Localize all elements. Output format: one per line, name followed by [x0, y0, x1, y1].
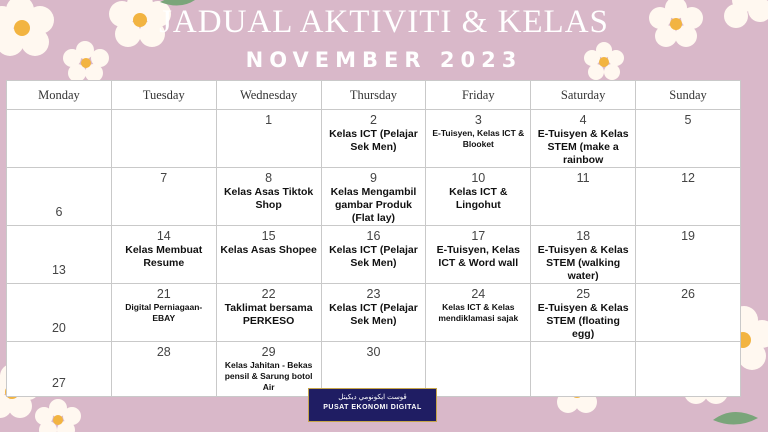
week-row: [7, 226, 741, 284]
day-cell: [426, 226, 531, 284]
day-cell: [7, 168, 112, 226]
day-cell: [531, 226, 636, 284]
week-row: [7, 110, 741, 168]
event-text: Kelas ICT (Pelajar Sek Men): [329, 128, 418, 153]
event-text: E-Tuisyen & Kelas STEM (make a rainbow: [537, 128, 629, 166]
day-cell: [111, 110, 216, 168]
day-number: 29: [261, 345, 276, 359]
day-number: 14: [156, 229, 171, 243]
event-text: Taklimat bersama PERKESO: [224, 302, 313, 327]
event-text: Kelas Asas Tiktok Shop: [223, 186, 314, 211]
day-number: 7: [160, 171, 168, 185]
event-text: Kelas ICT (Pelajar Sek Men): [329, 244, 418, 269]
day-number: 16: [366, 229, 381, 243]
month-subtitle: NOVEMBER 2023: [245, 48, 523, 72]
day-cell: [111, 342, 216, 397]
week-row: [7, 168, 741, 226]
day-cell: [531, 110, 636, 168]
day-cell: [216, 226, 321, 284]
day-number: 17: [471, 229, 486, 243]
day-cell: [531, 168, 636, 226]
day-number: 6: [55, 205, 63, 219]
day-number: 21: [156, 287, 171, 301]
day-number: 18: [576, 229, 591, 243]
day-number: 1: [265, 113, 273, 127]
day-cell: [531, 284, 636, 342]
day-number: 12: [681, 171, 695, 185]
day-cell: [7, 342, 112, 397]
event-text: E-Tuisyen & Kelas STEM (floating egg): [537, 302, 629, 340]
day-cell: [636, 284, 741, 342]
event-text: E-Tuisyen, Kelas ICT & Word wall: [436, 244, 520, 269]
day-number: 4: [579, 113, 587, 127]
day-cell: [216, 168, 321, 226]
day-cell: [636, 110, 741, 168]
day-number: 3: [474, 113, 482, 127]
event-text: E-Tuisyen & Kelas STEM (walking water): [537, 244, 629, 282]
day-cell: [321, 226, 426, 284]
day-number: 13: [51, 263, 66, 277]
weekday-header: Thursday: [321, 81, 426, 110]
day-number: 10: [471, 171, 486, 185]
day-cell: [426, 110, 531, 168]
event-text: Kelas ICT & Kelas mendiklamasi sajak: [438, 302, 519, 323]
pusat-ekonomi-digital-logo: [308, 388, 437, 422]
event-text: Digital Perniagaan- EBAY: [125, 302, 203, 323]
day-cell: [7, 284, 112, 342]
day-cell: [321, 284, 426, 342]
calendar-table: [6, 80, 741, 397]
day-cell: [636, 168, 741, 226]
day-number: 27: [51, 376, 66, 390]
day-cell: [111, 168, 216, 226]
day-cell: [216, 342, 321, 397]
day-number: 23: [366, 287, 381, 301]
event-text: Kelas ICT & Lingohut: [449, 186, 508, 211]
logo-arabic-text: ڤوست ايكونومي ديكيتل: [338, 394, 407, 401]
day-cell: [321, 110, 426, 168]
day-number: 26: [681, 287, 695, 301]
event-text: Kelas Mengambil gambar Produk (Flat lay): [330, 186, 417, 224]
day-cell: [426, 284, 531, 342]
day-cell: [216, 284, 321, 342]
weekday-header: Monday: [7, 81, 112, 110]
day-number: 25: [576, 287, 591, 301]
day-number: 20: [51, 321, 66, 335]
event-text: E-Tuisyen, Kelas ICT & Blooket: [432, 128, 525, 149]
page-title: JADUAL AKTIVITI & KELAS: [159, 4, 609, 40]
weekday-header: Tuesday: [111, 81, 216, 110]
day-cell: [321, 168, 426, 226]
weekday-header: Saturday: [531, 81, 636, 110]
day-number: 2: [369, 113, 377, 127]
logo-text: PUSAT EKONOMI DIGITAL: [323, 404, 422, 411]
day-number: 24: [471, 287, 486, 301]
event-text: Kelas Asas Shopee: [220, 244, 317, 256]
day-cell: [426, 168, 531, 226]
day-cell: [111, 226, 216, 284]
day-cell: [426, 342, 531, 397]
weekday-header: Sunday: [636, 81, 741, 110]
day-cell: [216, 110, 321, 168]
weekday-header: Friday: [426, 81, 531, 110]
day-number: 11: [576, 171, 590, 185]
day-number: 8: [265, 171, 273, 185]
day-cell: [7, 226, 112, 284]
day-cell: [636, 226, 741, 284]
day-number: 5: [684, 113, 692, 127]
day-number: 28: [156, 345, 171, 359]
event-text: Kelas Membuat Resume: [125, 244, 203, 269]
event-text: Kelas ICT (Pelajar Sek Men): [329, 302, 418, 327]
day-number: 19: [681, 229, 695, 243]
day-cell: [636, 342, 741, 397]
event-text: Kelas Jahitan - Bekas pensil & Sarung botol Air: [224, 360, 313, 392]
day-number: 22: [261, 287, 276, 301]
weekday-header-row: [7, 81, 741, 110]
day-number: 15: [261, 229, 276, 243]
day-cell: [7, 110, 112, 168]
day-cell: [531, 342, 636, 397]
weekday-header: Wednesday: [216, 81, 321, 110]
week-row: [7, 284, 741, 342]
day-cell: [111, 284, 216, 342]
day-number: 9: [369, 171, 377, 185]
day-number: 30: [366, 345, 381, 359]
